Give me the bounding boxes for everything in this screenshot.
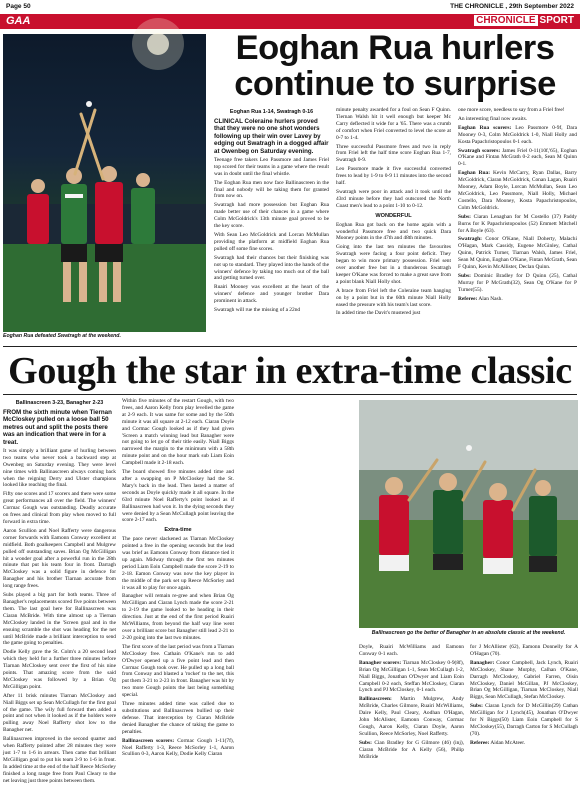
paragraph [336,166,451,187]
paragraph [214,180,329,201]
lead-label: Subs: [458,213,471,220]
paragraph-text: Going into the last ten minutes the favourites Swatragh were facing a four point deficit. They began to win more primary possession. Friel sent over another free but in a thunderous Swatragh keeper O'Kane was forced to make a great save from a point blank Niall Holly shot. [336,244,451,285]
paragraph [470,740,578,747]
paragraph-text: Ballinascreen improved in the second quarter and when Rafferty pointed after 28 minutes they were just 1-7 to 1-6 in arrears. Then came that brilliant McGilligan goal to put his team 2-9 to 1-6 in front. In added time at the end of the half Reece McSorley finished a long range free from Paul Cleary to the net leaving just three points between them. [3,736,116,784]
divider-rule-top [3,346,577,347]
paragraph-text: Dominic Bradley for D Quinn (25), Cathal Murray for P McGrath(32), Sean Og O'Kane for P Turner(55). [458,272,577,293]
paragraph [3,736,116,784]
hurling-photo-art-2 [359,400,578,628]
paragraph-text: Ciaran Lenaghan for M Costello (37) Paddy Burns for K Papachristopoulos (52) Emmett Mitchell for A Boyle (63). [458,213,577,234]
paragraph [3,491,116,526]
paragraph [458,125,577,146]
story2-column-4 [470,644,578,746]
paragraph-text: The board showed five minutes added time and after a swapping on P McCloskey had the St. Mary's back in the lead. Then lasted a matter of seconds as Doyle quickly made it all square. In the 63rd minute Noel Rafferty's point looked as if Ballinascreen had won it. In the dying seconds they were denied by a Sean McCullagh point leaving the score 2-17 each. [122,469,234,524]
paragraph-text: Subs played a big part for both teams. Three of Banagher's replacements scored five points between them. The last goal here for Ballinascreen was Ciaran McBride. With time almost up a Tiernan McCloskey landed in the 'Screen goal and in the ensuing scramble the shot was heading for the net until McBride made a brilliant interception to send the game going to penalties. [3,592,116,647]
paragraph-text: A brace from Friel left the Coleraine team hanging on by a point but in the 60th minute Niall Holly eased the pressure with his team's last score. [336,287,451,308]
paragraph [458,116,577,123]
paragraph [359,644,464,658]
paragraph-text: James Friel 0-11(10f,'65), Eoghan O'Kane and Fintan McGrath 0-2 each, Sean M Quinn 0-1. [458,147,578,168]
photo-caption-1: Eoghan Rua defeated Swatragh at the weekend. [3,333,121,339]
paragraph-text: Cian Bradley for G Gilmore (46) (inj), Ciaran McBride for A Kelly (56), Philip McBride [359,739,464,760]
lead-label: Referee: [458,295,478,302]
paragraph [458,214,577,235]
paragraph-text: one more score, needless to say from a Friel free! [458,107,565,113]
paragraph [458,148,577,169]
paragraph-text: for J McAllister (62), Eamonn Donnelly for A O'Hagan (70). [470,644,578,657]
lead-label: Subs: [458,272,471,279]
lead-label: Swatragh: [458,236,482,243]
paragraph [122,536,234,591]
paragraph [336,144,451,165]
paragraph-text: Teenage free takers Leo Passmore and James Friel top scored for their teams in a game where the result was in doubt until the final whistle. [214,156,329,177]
paragraph-text: Extra-time [164,527,192,534]
crosshead [336,213,451,220]
gaa-label: GAA [6,15,31,27]
score-subhead [3,400,116,407]
paragraph [122,701,234,736]
paragraph [3,649,116,690]
paragraph [359,696,464,737]
paragraph-text: It was simply a brilliant game of hurling between two teams who never took a backward step at Owenbeg on Saturday evening. They were level nine times with Ballinascreen always coming back when the reigning Derry and Ulster champions looked like reaching the final. [3,447,116,489]
paragraph [122,738,234,759]
lead-label: Swatragh scorers: [458,147,501,154]
paragraph-text: After 11 brisk minutes Tiarnan McCloskey and Niall Biggs set up Sean McCullagh for the first goal of the game. The wily full forward then added a point and not when it looked as if the holders were pulling away Noel Rafferty shot low to the Banagher net. [3,692,116,734]
paragraph-text: Tiarnan McCloskey 0-9(8f), Brian Og McGilligan 1-1, Sean McCullagh 1-2, Niall Biggs, Jonathan O'Dwyer and Liam Eoin Campbell 0-2 each, Steffan McCloskey, Ciaran Lynch and PJ McCloskey, 0-1 each. [359,659,464,694]
lead-label: Eoghan Rua scorers: [458,124,512,131]
paragraph [214,232,329,253]
page-number: Page 50 [6,3,31,10]
paragraph-text: Fifty one scores and 17 scorers and there were some great performances all over the field. The winners' Cormac Gough was outstanding. Deadly accurate on frees and clinical from play when moved to full forward in extra time. [3,491,116,525]
hurling-photo-art [3,34,206,332]
paragraph [122,593,234,641]
story2-column-3 [359,644,464,760]
paragraph-text: Aaron Scullion and Noel Rafferty were dangerous corner forwards with Eamonn Conway excellent at midfield. Both goalkeepers Campbell and Mulgrew pulled off outstanding saves. Brian Og McGilligan hit a wonder goal after a powerful run in the 28th minute that put his team four in front. Darragh McCloskey was a solid figure in defence for Banagher and his brother Tiarnan accurate from long range frees. [3,527,116,590]
paragraph-text: Conor O'Kane, Niall Doherty, Malachi O'Hagan, Mark Cassidy, Eugene McGinley, Cathal Quinn, Patrick Turner, Tiarnan Walsh, James Friel, Sean M Quinn, Eoghan O'Kane, Fintan McGrath, Sean F Quinn, Kevin McAllister, Declan Quinn. [458,236,577,271]
paragraph-text: Martin Mulgrew, Andy McBride, Charles Gilmore, Ruairi McWilliams, Daire Kelly, Paul Cleary, Aodhan O'Hagan, John McAlister, Eamonn Conway, Cormac Gough, Aaron Kelly, Ciaran Doyle, Aaron Scullion, Reece McSorley, Noel Rafferty. [359,696,464,737]
paragraph [470,660,578,701]
publication-date: THE CHRONICLE , 29th September 2022 [450,3,574,10]
paragraph [214,307,329,314]
paragraph [122,469,234,524]
paragraph-text: Swatragh had their chances but their finishing was not up to standard. They played into the hands of the winners' defence by taking too much out of the ball and getting turned over. [214,254,329,282]
story1-column-3 [458,107,577,339]
page-header [0,0,580,14]
paragraph-text: Doyle, Ruairi McWilliams and Eamonn Conway 0-1 each. [359,644,464,657]
lead-label: Banagher: [470,659,495,666]
paragraph-text: With Sean Leo McGoldrick and Lorcan McMullan providing the platform at midfield Eoghan Rua pulled off some fine scores. [214,232,329,252]
section-banner [0,14,580,29]
paragraph-text: Eoghan Rua 1-14, Swatragh 0-16 [229,109,314,115]
lead-label: Subs: [359,739,372,746]
paragraph-text: Conor Campbell, Jack Lynch, Ruairi McCloskey, Shane Murphy, Calhan O'Kane, Darragh McCloskey, Gabriel Farren, Oisin McCloskey, Daniel McGillan, PJ McCloskey, Brian Og McGilligan, Tiarnan McCloskey, Niall Biggs, Sean McCullagh, Stefan McCloskey. [470,659,578,701]
paragraph [458,296,577,303]
paragraph [336,288,451,309]
paragraph-text: CLINICAL Coleraine hurlers proved that they were no one shot wonders following up their win over Lavey by edging out Swatragh in a dogged affair at Owenbeg on Saturday evening. [214,117,329,155]
paragraph [458,170,577,211]
paragraph-text: Ciaran Lynch for D McGillin(29) Cathan McGilligan for J Lynch(45), Jonathan O'Dwyer for N Biggs(50) Liam Eoin Campbell for S McCloskey(55), Darragh Carton for S McCullagh (70). [470,703,578,737]
hurling-night-photo [3,34,206,332]
paragraph [214,255,329,283]
paragraph-text: The Eoghan Rua men now face Ballinascreen in the final and nobody will be taking them for granted from now on. [214,179,329,200]
paragraph-text: An interesting final now awaits. [458,115,528,122]
paragraph [122,644,234,699]
sport-word: SPORT [539,15,574,26]
paragraph-text: Swatragh were poor in attack and it took until the 43rd minute before they had outscored the North Coast men's lead to a point 1-10 to 0-12. [336,188,451,209]
paragraph [3,693,116,734]
paragraph-text: Ruairi Mooney was excellent at the heart of the winners' defence and younger brother Dara prominent in attack. [214,284,329,305]
paragraph-text: Dodie Kelly gave the St. Colm's a 20 second lead which they held for a further three minutes before Tiarnan McCloskey sent over the first of his nine points. That amazing score from the said McCloskey was followed by a Brian Og McGilligan point. [3,649,116,690]
paragraph-text: The pace never slackened as Tiarnan McCloskey pointed a free in the opening seconds but the lead was brief as Eamonn Conway from distance tied it up again. Midway through the first ten minutes period Liam Eoin Campbell made the score 2-19 to 2-18. Eamon Conway was now the key player in the middle of the park set up Reece McSorley and it was all to play for once again. [122,536,234,591]
lead-label: Referee: [470,739,490,746]
intro-paragraph [214,118,329,155]
paragraph [336,222,451,243]
paragraph [336,107,451,142]
paragraph [214,284,329,305]
paragraph [458,236,577,271]
lead-label: Banagher scorers: [359,659,402,666]
paragraph [3,448,116,489]
paragraph-text: Swatragh will rue the missing of a 22nd [214,307,301,314]
paragraph [336,189,451,210]
paragraph-text: Leo Passmore 0-9f, Dara Mooney 0-3, Colm McGoldrick 1-0, Niall Holly and Kosta Papachristopoulos 0-1 each. [458,124,577,145]
paragraph-text: Alan Nash. [477,295,503,302]
paragraph-text: minute penalty awarded for a foul on Sean F Quinn. Tiernan Walsh hit it well enough but keeper Mc Carry deflected it wide for a '65. There was a crumb of comfort when Friel converted to level the score at 0-7 to 1-4. [336,107,451,141]
paragraph-text: WONDERFUL [375,212,412,219]
headline-eoghan-rua: Eoghan Rua hurlers continue to surprise [234,29,556,103]
photo-caption-2: Ballinascreen go the better of Banagher in an absolute classic at the weekend. [371,630,566,636]
divider-rule-bottom [3,394,577,395]
lead-label: Subs: [470,703,483,710]
paragraph-text: Banagher will remain re-gree and when Brian Og McGilligan and Ciaran Lynch made the score 2-21 to 2-19 the game looked to be heading in their direction. Just at the end of the first period Ruairi McWilliams, from beyond the half way line went over a brilliant score but Banagher still lead 2-21 to 2-20 going into the last two minutes. [122,593,234,641]
lead-label: Ballinascreen: [359,696,392,703]
story1-column-1 [214,107,329,339]
paragraph-text: Within five minutes of the restart Gough, with two frees, and Aaron Kelly from play levelled the game at 2-9 each. It was same for some and by the 50th minute it was all square at 2-12 each. Ciaran Doyle and Cormac Gough looked as if they had given 'Screen a match winning lead but Banagher were not going to let go of their title easily. Niall Biggs narrowed the margin to the minimum with a 58th minute point and on the hour mark sub Liam Eoin Campbell made it 2-18 each. [122,398,234,467]
paragraph-text: Cormac Gough 1-11(7f), Noel Rafferty 1-3, Reece McSorley 1-1, Aaron Scullion 0-3, Aaron Kelly, Dodie Kelly Ciaran [122,737,235,758]
paragraph-text: Three minutes added time was called due to substitutions and Ballinascreen bullied up their defense. That interception by Ciaran McBride denied Banagher the chance of taking the game to penalties. [122,701,234,735]
paragraph [458,107,577,114]
paragraph-text: Ballinascreen 3-23, Banagher 2-23 [15,400,104,406]
paragraph-text: Kevin McCarry, Ryan Dallas, Barry McGoldrick, Ciaran McGoldrick, Conan Lagan, Ruairi Mooney, Adam Boyle, Lorcan McMullan, Sean Leo McGoldrick, Leo Passmore, Niall Holly, Michael Costello, Dara Mooney, Kosta Papachristopoulos, Colm McGoldrick. [458,170,577,211]
paragraph [336,244,451,285]
story2-column-1 [3,398,116,784]
hurling-day-photo [359,400,578,628]
paragraph-text: The first score of the last period was from a Tiarnan McCloskey free. Cathain O'Kane's run to add O'Dwyer opened up a five point lead and then Cormac Gough took over. He pulled up a long ball from Conway and blasted a 'rocket' to the net, this put them 3-21 to 2-23 in front. Banagher was hit by two more Gough points the last being something special. [122,643,234,699]
paragraph [470,644,578,658]
paragraph-text: Eoghan Rua got back on the home again with a wonderful Passmore free and two quick Dara Mooney points in the 47th and 48th minutes. [336,221,451,242]
chronicle-sport-logo [474,15,576,26]
story2-column-2 [122,398,235,758]
chronicle-word: CHRONICLE [476,15,536,26]
paragraph-text: Leo Passmore made it five successful converted frees to lead by 1-9 to 0-9 11 minutes into the second half. [336,166,451,187]
headline-gough: Gough the star in extra-time classic [8,350,572,392]
paragraph-text: Swatragh had more possession but Eoghan Rua made better use of their chances in a game where Colm McGoldrick's 13th minute goal proved to be the key score. [214,202,329,230]
lead-label: Ballinascreen scorers: [122,737,175,744]
paragraph [458,273,577,294]
paragraph [122,398,234,467]
paragraph-text: Aidan McAteer. [489,739,526,746]
paragraph [214,202,329,230]
paragraph [214,157,329,178]
story1-column-2 [336,107,451,339]
crosshead [122,527,234,534]
intro-paragraph [3,409,116,446]
paragraph [3,592,116,647]
paragraph-text: In added time the Davit's mustered just [336,310,421,317]
score-subhead [214,109,329,116]
paragraph [470,703,578,738]
paragraph [336,310,451,317]
paragraph-text: Three successful Passmore frees and two in reply from Friel left the half time score Eoghan Rua 1-7, Swatragh 0-9. [336,143,451,164]
lead-label: Eoghan Rua: [458,170,491,177]
paragraph [359,740,464,761]
paragraph-text: FROM the sixth minute when Tiernan McCloskey pulled on a loose ball 50 metres out and split the posts there was an indication that were in for a treat. [3,408,112,446]
paragraph [3,528,116,590]
paragraph [359,660,464,695]
